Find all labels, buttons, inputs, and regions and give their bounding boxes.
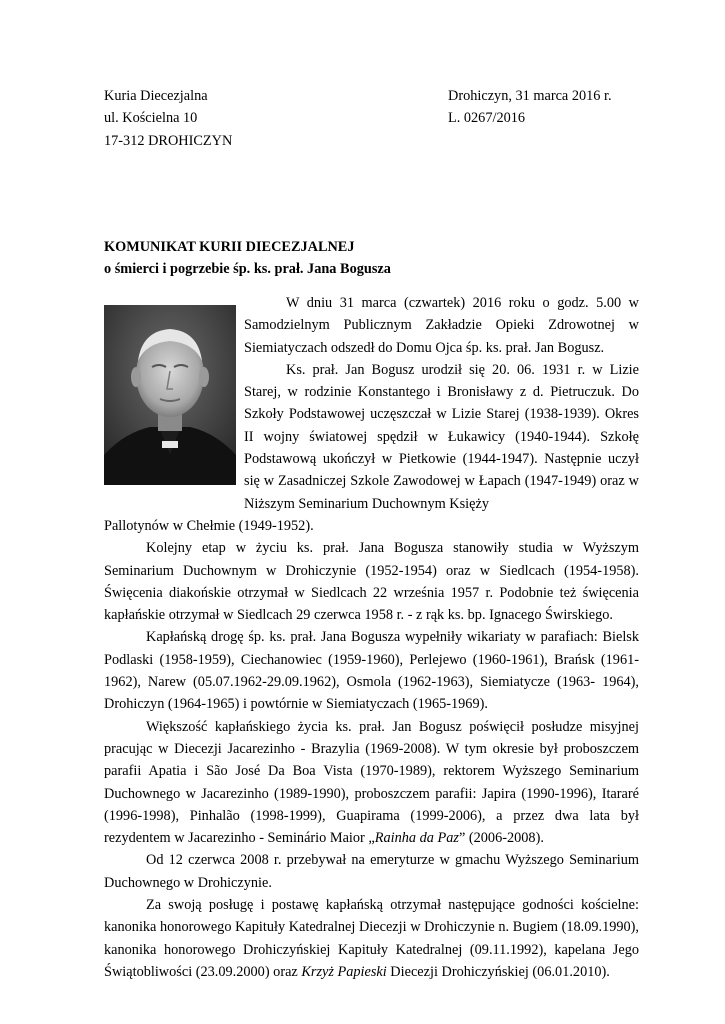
paragraph-mission-brazil — [104, 716, 639, 850]
honours-text-start: Za swoją posługę i postawę kapłańską otrzymał następujące godności kościelne: kanonika honorowego Kapituły Katedralnej Diecezji w Drohiczynie n. Bugiem (18.09.1990), kanonika honorowego Drohiczyńskiej Kapituły Katedralnej (09.11.1992), kapelana Jego Świątobliwości (23.09.2000) oraz — [104, 897, 639, 980]
communique-subtitle: o śmierci i pogrzebie śp. ks. prał. Jana Bogusza — [104, 261, 391, 278]
sender-city: 17-312 DROHICZYN — [104, 132, 233, 149]
honours-text-end: Diecezji Drohiczyńskiej (06.01.2010). — [386, 963, 610, 980]
paragraph-death-notice: W dniu 31 marca (czwartek) 2016 roku o godz. 5.00 w Samodzielnym Publicznym Zakładzie Opieki Zdrowotnej w Siemiatyczach odszedł do Domu Ojca śp. ks. prał. Jan Bogusz. — [244, 295, 639, 356]
honours-papal-cross: Krzyż Papieski — [301, 963, 387, 980]
mission-text-start: Większość kapłańskiego życia ks. prał. Jan Bogusz poświęcił posłudze misyjnej pracując w Diecezji Jacarezinho - Brazylia (1969-2008). W tym okresie był proboszczem parafii Apatia i São José Da Boa Vista (1970-1989), rektorem Wyższego Seminarium Duchownego w Jacarezinho (1989-1990), proboszczem parafii: Japira (1990-1996), Itararé (1996-1998), Pinhalão (1998-1999), Guapirama (1999-2006), a przez dwa lata był rezydentem w Jacarezinho - Seminário Maior „ — [104, 718, 639, 847]
paragraph-honours — [104, 894, 639, 983]
paragraph-retirement: Od 12 czerwca 2008 r. przebywał na emeryturze w gmachu Wyższego Seminarium Duchownego w Drohiczynie. — [104, 852, 639, 891]
communique-body — [104, 292, 639, 983]
mission-seminary-name: Rainha da Paz — [374, 830, 459, 847]
paragraph-vicariates: Kapłańską drogę śp. ks. prał. Jana Bogusza wypełniły wikariaty w parafiach: Bielsk Podlaski (1958-1959), Ciechanowiec (1959-1960), Perlejewo (1960-1961), Brańsk (1961-1962), Narew (05.07.1962-29.09.1962), Osmola (1962-1963), Siemiatycze (1963- 1964), Drohiczyn (1964-1965) i powtórnie w Siemiatyczach (1965-1969). — [104, 629, 639, 713]
communique-heading — [104, 236, 391, 281]
sender-street: ul. Kościelna 10 — [104, 110, 198, 127]
paragraph-early-life: Ks. prał. Jan Bogusz urodził się 20. 06. 1931 r. w Lizie Starej, w rodzinie Konstantego i Bronisławy z d. Pietruczuk. Do Szkoły Podstawowej uczęszczał w Lizie Starej (1938-1939). Okres II wojny światowej spędził w Łukawicy (1940-1944). Szkołę Podstawową ukończył w Pietkowie (1944-1947). Następnie uczył się w Zasadniczej Szkole Zawodowej w Łapach (1947-1949) oraz w Niższym Seminarium Duchownym Księży — [244, 361, 639, 512]
paragraph-early-life-tail: Pallotynów w Chełmie (1949-1952). — [104, 517, 314, 534]
communique-title: KOMUNIKAT KURII DIECEZJALNEJ — [104, 239, 355, 255]
mission-text-end: ” (2006-2008). — [458, 830, 544, 847]
sender-address — [104, 85, 232, 152]
paragraph-seminary: Kolejny etap w życiu ks. prał. Jana Bogusza stanowiły studia w Wyższym Seminarium Duchownym w Drohiczynie (1952-1954) oraz w Siedlcach (1954-1958). Święcenia diakońskie otrzymał w Siedlcach 22 września 1957 r. Podobnie też święcenia kapłańskie otrzymał w Siedlcach 29 czerwca 1958 r. - z rąk ks. bp. Ignacego Świrskiego. — [104, 540, 639, 624]
date-and-reference — [448, 85, 612, 130]
reference-number: L. 0267/2016 — [448, 110, 526, 127]
sender-name: Kuria Diecezjalna — [104, 88, 208, 104]
document-date: Drohiczyn, 31 marca 2016 r. — [448, 88, 612, 104]
